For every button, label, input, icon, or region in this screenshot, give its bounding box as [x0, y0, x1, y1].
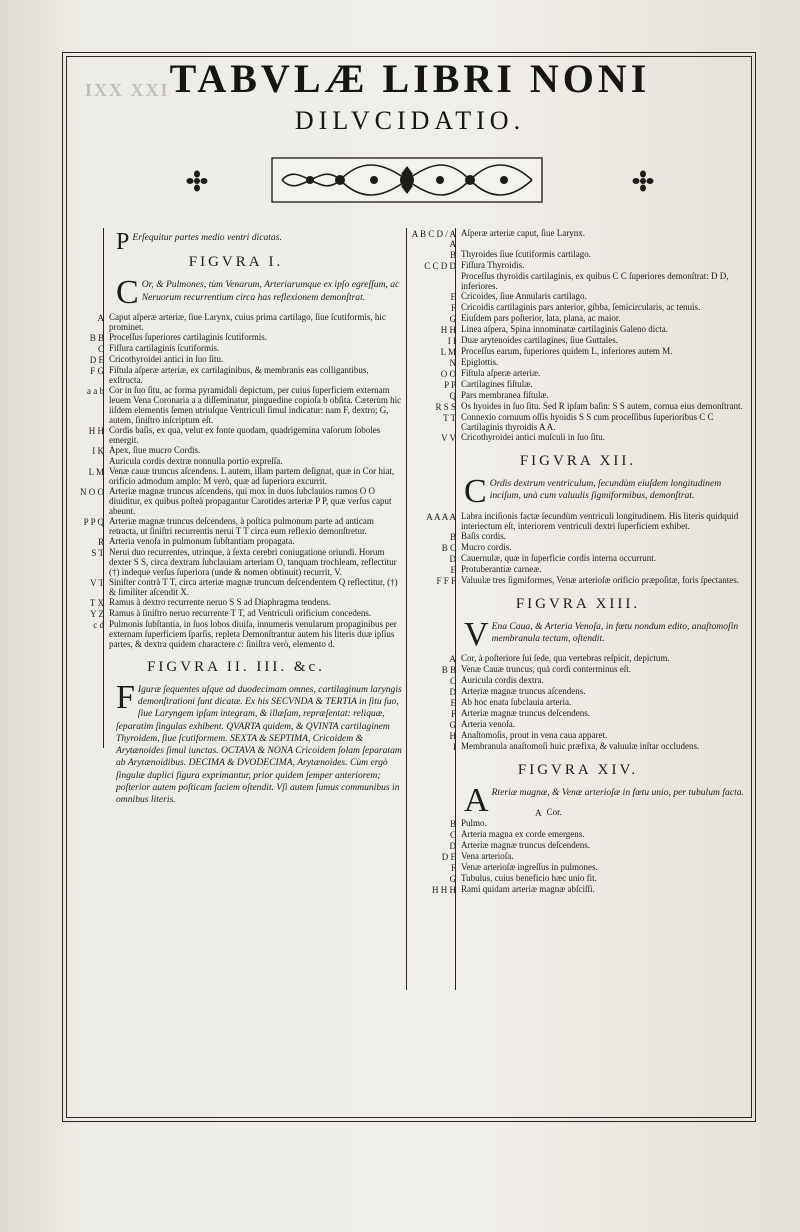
legend-label: F G — [90, 365, 104, 376]
legend-entry — [406, 818, 750, 829]
legend-entry — [406, 432, 750, 443]
legend-label: E — [450, 564, 456, 575]
legend-entry — [68, 577, 404, 597]
fleuron-left-icon — [186, 170, 208, 192]
fig12-legend-list — [406, 511, 750, 586]
legend-label: T T — [443, 413, 456, 423]
heading-figura-14: FIGVRA XIV. — [517, 762, 639, 779]
legend-label: E — [450, 698, 456, 709]
legend-label: I — [453, 742, 456, 753]
legend-entry — [68, 619, 404, 649]
legend-text: Aſperæ arteriæ caput, ſiue Larynx. — [461, 228, 585, 238]
legend-label: B B — [441, 665, 456, 676]
dropcap-c: C — [116, 274, 139, 312]
legend-label: B — [449, 250, 456, 260]
legend-label: E — [450, 292, 456, 302]
legend-label: Y Z — [90, 608, 104, 619]
legend-label: S T — [91, 547, 104, 558]
legend-text: Fiſſura cartilaginis ſcutiformis. — [109, 342, 220, 353]
legend-text: Rami quidam arteriæ magnæ abſciſſi. — [461, 884, 595, 895]
legend-text: Arteriæ magnæ truncus deſcendens, à poſtica pulmonum parte ad anticam retracta, ut ſiniſtri recurrentis nerui T T circa eum reflexio demonſtretur. — [109, 515, 374, 536]
legend-entry — [406, 575, 750, 586]
fig1-legend-list — [68, 312, 404, 649]
legend-label: A — [535, 808, 542, 819]
legend-entry — [68, 445, 404, 456]
dropcap-p: P — [116, 229, 130, 255]
fig1-intro — [116, 274, 404, 312]
legend-label: F — [450, 709, 456, 720]
page-title: TABVLÆ LIBRI NONI — [169, 56, 651, 101]
legend-text: Duæ arytenoides cartilagines, ſiue Guttales. — [461, 335, 618, 345]
legend-label: H H — [88, 425, 104, 436]
legend-entry — [406, 851, 750, 862]
legend-entry — [406, 260, 750, 271]
legend-text: Cartilagines fiſtulæ. — [461, 379, 533, 389]
legend-label: D — [449, 841, 456, 852]
fig13-intro — [464, 615, 750, 653]
dropcap-v: V — [464, 615, 489, 653]
legend-entry — [68, 536, 404, 547]
legend-entry — [68, 385, 404, 425]
legend-text: Cricothyroidei antici in ſuo ſitu. — [109, 353, 224, 364]
legend-label: Q — [449, 391, 456, 401]
legend-entry — [68, 332, 404, 343]
legend-entry — [68, 456, 404, 466]
legend-label: H H — [440, 325, 456, 335]
right-column — [406, 228, 750, 895]
legend-entry — [406, 686, 750, 697]
legend-entry — [406, 873, 750, 884]
legend-entry — [406, 542, 750, 553]
legend-entry — [406, 249, 750, 260]
fig1-intro-text: Or, & Pulmones, tùm Venarum, Arteriarumque ex ipſo egreſſum, ac Neruorum recurrentium circa has reflexionem demonſtrat. — [141, 279, 400, 303]
legend-text: Thyroides ſiue ſcutiformis cartilago. — [461, 249, 591, 259]
legend-text: Cor, à poſteriore ſui ſede, qua vertebras reſpicit, depictum. — [461, 653, 670, 664]
legend-label: B B — [89, 332, 104, 343]
legend-label: P P Q — [83, 516, 104, 527]
legend-text: Connexio cornuum oſſis hyoidis S S cum proceſſibus ſuperioribus C C Cartilaginis thyroidis A A. — [461, 412, 714, 432]
legend-entry — [406, 862, 750, 873]
legend-text: Cor. — [546, 807, 562, 818]
legend-text: Auricula cordis dextræ nonnulla portio expreſſa. — [109, 455, 283, 466]
legend-entry — [406, 553, 750, 564]
legend-text: Baſis cordis. — [461, 530, 506, 541]
legend-text: Arteriæ magnæ truncus deſcendens. — [461, 840, 590, 851]
legend-text: Epiglottis. — [461, 357, 499, 367]
legend-text: Apex, ſiue mucro Cordis. — [109, 444, 201, 455]
legend-label: a a b — [87, 385, 104, 396]
legend-entry — [68, 466, 404, 486]
legend-label: I K — [92, 445, 104, 456]
legend-label: C C D D — [424, 261, 456, 271]
legend-entry — [406, 653, 750, 664]
legend-entry — [406, 708, 750, 719]
legend-text: Arteria venoſa in pulmonum ſubſtantiam propagata. — [109, 535, 295, 546]
legend-entry — [406, 390, 750, 401]
legend-label — [68, 456, 109, 457]
legend-text: Cricoides, ſiue Annularis cartilago. — [461, 291, 587, 301]
legend-label: I I — [447, 336, 456, 346]
legend-label: D E — [89, 354, 104, 365]
legend-entry — [406, 664, 750, 675]
legend-text: Arteriæ magnæ truncus deſcendens. — [461, 708, 590, 719]
legend-label: B — [449, 819, 456, 830]
fig12-intro-text: Ordis dextrum ventriculum, ſecundùm eiuſdem longitudinem inciſum, unà cum valuulis ſigmiformibus, demonſtrat. — [489, 478, 722, 502]
legend-entry — [492, 807, 750, 818]
heading-figura-13: FIGVRA XIII. — [515, 595, 641, 612]
legend-label: C — [449, 676, 456, 687]
legend-text: Siniſter contrà T T, circa arteriæ magnæ truncum deſcendentem Q reflectitur, (†) & ſimiliter aſcendit X. — [109, 576, 398, 597]
legend-label: T X — [89, 597, 104, 608]
legend-label: R S S — [435, 402, 456, 412]
legend-text: Caput aſperæ arteriæ, ſiue Larynx, cuius prima cartilago, ſiue ſcutiformis, hic prominet. — [109, 311, 386, 332]
legend-text: Tubulus, cuius beneficio hæc unio fit. — [461, 873, 597, 884]
legend-text: Protuberantiæ carneæ. — [461, 563, 542, 574]
legend-label: L M — [440, 347, 456, 357]
legend-entry — [406, 511, 750, 531]
left-intro — [116, 229, 404, 255]
legend-label: R — [97, 536, 104, 547]
legend-entry — [68, 547, 404, 577]
dropcap-c2: C — [464, 473, 487, 510]
ornamental-band — [270, 150, 544, 210]
legend-entry — [68, 312, 404, 332]
legend-text: Os hyoides in ſuo ſitu. Sed R ipſam baſin: S S autem, cornua eius demonſtrant. — [461, 401, 743, 411]
legend-text: Fiſtula aſperæ arteriæ, ex cartilaginibus, & membranis eas colligantibus, exſtructa. — [109, 364, 369, 385]
legend-entry — [68, 608, 404, 619]
fig13-intro-text: Ena Caua, & Arteria Venoſa, in fœtu nondum edito, anaſtomoſin membranula tectam, oſtendit. — [491, 620, 739, 644]
heading-figura-2-3: FIGVRA II. III. &c. — [147, 658, 325, 675]
legend-text: Auricula cordis dextra. — [461, 675, 544, 686]
legend-entry — [68, 516, 404, 536]
legend-text: Proceſſus thyroidis cartilaginis, ex quibus C C ſuperiores demonſtrat: D D, inferiores. — [461, 271, 729, 291]
legend-entry — [68, 354, 404, 365]
legend-label: N — [449, 358, 456, 368]
legend-text: Arteriæ magnæ truncus aſcendens, qui mox in duos ſubclauios ramos O O diuiditur, ex quibus poſteà propagantur Carotides arteriæ P P, quæ verſus caput abeunt. — [109, 485, 392, 516]
legend-entry — [406, 840, 750, 851]
legend-label: A A A A — [426, 511, 456, 522]
heading-figura-1: FIGVRA I. — [188, 254, 284, 271]
legend-label: A — [449, 654, 456, 665]
legend-label: G — [449, 720, 456, 731]
legend-label: G — [449, 874, 456, 885]
legend-text: Venæ cauæ truncus aſcendens. L autem, illam partem deſignat, quæ in Cor hiat, orificio admodum amplo: M verò, quæ ad ſuperiora excurrit. — [109, 465, 395, 486]
legend-entry — [406, 829, 750, 840]
legend-entry — [406, 291, 750, 302]
fig13-legend-list — [406, 653, 750, 752]
legend-label: O O — [440, 369, 456, 379]
legend-label: G — [449, 314, 456, 324]
legend-label: C — [449, 830, 456, 841]
legend-entry — [406, 741, 750, 752]
legend-text: Cordis baſis, ex qua, velut ex fonte quodam, quadrigemina vaſorum ſoboles emergit. — [109, 424, 381, 445]
legend-label: B C — [441, 542, 456, 553]
legend-text: Arteria magna ex corde emergens. — [461, 829, 585, 840]
left-intro-text: Erſequitur partes medio ventri dicatas. — [132, 232, 282, 243]
fig2-intro — [116, 678, 404, 807]
legend-entry — [406, 357, 750, 368]
heading-figura-12: FIGVRA XII. — [519, 453, 637, 469]
legend-entry — [68, 425, 404, 445]
fig14-legend-list — [406, 807, 750, 895]
legend-entry — [406, 564, 750, 575]
legend-text: Cricoidis cartilaginis pars anterior, gibba, ſemicircularis, ac tenuis. — [461, 302, 701, 312]
legend-label: D E — [441, 852, 456, 863]
legend-label: F — [450, 303, 456, 313]
legend-text: Anaſtomoſis, prout in vena caua apparet. — [461, 730, 608, 741]
legend-label: A B C D / A A — [411, 229, 456, 249]
legend-entry — [406, 730, 750, 741]
legend-text: Ramus à dextro recurrente neruo S S ad Diaphragma tendens. — [109, 596, 331, 607]
legend-entry — [68, 343, 404, 354]
legend-text: Linea aſpera, Spina innominatæ cartilaginis Galeno dicta. — [461, 324, 668, 334]
legend-label: V V — [441, 433, 456, 443]
legend-text: Proceſſus earum, ſuperiores quidem L, inferiores autem M. — [461, 346, 673, 356]
legend-entry — [406, 697, 750, 708]
legend-label: A — [97, 312, 104, 323]
fleuron-right-icon — [632, 170, 654, 192]
dropcap-f: F — [116, 678, 135, 716]
legend-label: N O O — [80, 486, 104, 497]
legend-text: Cauernulæ, quæ in ſuperficie cordis interna occurrunt. — [461, 552, 656, 563]
legend-entry — [406, 401, 750, 412]
dropcap-a: A — [464, 782, 489, 820]
left-column — [68, 228, 404, 814]
legend-entry — [406, 346, 750, 357]
fig12-intro — [464, 473, 750, 510]
legend-text: Valuulæ tres ſigmiformes, Venæ arterioſæ orificio præpoſitæ, foris ſpectantes. — [461, 574, 740, 585]
legend-text: Arteria venoſa. — [461, 719, 515, 730]
larynx-legend-list — [406, 228, 750, 443]
legend-text: Cor in ſuo ſitu, ac forma pyramidali depictum, per cuius ſuperficiem externam leuem Vena Coronaria a a diſſeminatur, pinguedine copioſa b obſita. Cæterùm hic iiſdem elementis ſemen utriuſque Ventriculi ſimul indicatur: nam F, dextro; G, autem, ſiniſtro inſcriptum eſt. — [109, 384, 402, 425]
legend-text: Pulmo. — [461, 818, 487, 829]
legend-text: Pars membranea fiſtulæ. — [461, 390, 549, 400]
legend-label: H — [449, 731, 456, 742]
legend-entry — [406, 719, 750, 730]
legend-entry — [406, 368, 750, 379]
legend-entry — [406, 675, 750, 686]
legend-text: Vena arterioſa. — [461, 851, 514, 862]
legend-label: L M — [88, 466, 104, 477]
legend-entry — [406, 531, 750, 542]
legend-text: Fiſtula aſperæ arteriæ. — [461, 368, 541, 378]
legend-label: F F F — [436, 575, 456, 586]
legend-entry — [68, 486, 404, 516]
legend-label: B — [449, 531, 456, 542]
legend-entry — [406, 271, 750, 291]
legend-entry — [406, 313, 750, 324]
fig14-intro-text: Rteriæ magnæ, & Venæ arterioſæ in fœtu unio, per tubulum facta. — [491, 787, 744, 799]
legend-label: c d — [93, 619, 104, 630]
legend-entry — [406, 335, 750, 346]
legend-text: Ab hoc enata ſubclauia arteria. — [461, 697, 572, 708]
legend-entry — [406, 228, 750, 249]
legend-entry — [68, 597, 404, 608]
legend-label — [406, 271, 461, 272]
legend-entry — [406, 324, 750, 335]
legend-text: Nerui duo recurrentes, utrinque, à ſexta cerebri coniugatione oriundi. Horum dexter S S, circa dextram ſubclauiam arteriam O, tanquam trochleam, reflectitur (†) indeque verſus ſuperiora (unde & nomen obtinuit) recurrit, V. — [109, 546, 397, 577]
legend-text: Proceſſus ſuperiores cartilaginis ſcutiformis. — [109, 331, 267, 342]
legend-label: H H H — [432, 885, 456, 896]
legend-text: Mucro cordis. — [461, 541, 512, 552]
legend-text: Labra inciſionis factæ ſecundùm ventriculi longitudinem. His literis quidquid interiectum eſt, interiorem ventriculi dextri ſuperficiem exhibet. — [461, 510, 739, 531]
fig2-intro-text: Iguræ ſequentes uſque ad duodecimam omnes, cartilaginum laryngis demonſtrationi ſunt dicatæ. Ex his SECVNDA & TERTIA in ſitu ſuo, ſiue Laryngem ipſam integram, & illæſam, repræſentat: reliquæ, ſeparatim ſingulas exhibent. QVARTA quidem, & QVINTA cartilaginem Thyroidem, ſiue ſcutiformem. SEXTA & SEPTIMA, Cricoidem & Arytænoides ſimul iunctas. OCTAVA & NONA Cricoidem ſolam ſeparatam ab Arytænoidibus. DECIMA & DVODECIMA, Arytænoides. Cùm ergò ſingulæ duplici figura exprimantur, prior quidem ſemper anteriorem; poſterior autem poſticam faciem oſtendit. Vſi autem ſumus communibus in omnibus literis. — [116, 683, 402, 806]
legend-label: F — [450, 863, 456, 874]
legend-text: Arteriæ magnæ truncus aſcendens. — [461, 686, 586, 697]
legend-text: Pulmonis ſubſtantia, in ſuos lobos diuiſa, innumeris venularum propaginibus per externam ſuperficiem ſparſis, repleta Demonſtrantur autem his literis duæ ipſius partes, & dextra quidem charactere c: ſiniſtra verò, elemento d. — [109, 618, 397, 649]
legend-entry — [406, 884, 750, 895]
bleed-through-text: IXX XXI — [85, 80, 170, 100]
legend-label: D — [449, 553, 456, 564]
legend-entry — [406, 379, 750, 390]
legend-text: Venæ Cauæ truncus, quà cordi conterminus eſt. — [461, 664, 631, 675]
legend-text: Venæ arterioſæ ingreſſus in pulmones. — [461, 862, 598, 873]
legend-entry — [68, 365, 404, 385]
legend-label: C — [97, 343, 104, 354]
legend-text: Membranula anaſtomoſi huic præfixa, & valuulæ inſtar occludens. — [461, 741, 700, 752]
legend-label: V T — [90, 577, 104, 588]
legend-label: P P — [444, 380, 456, 390]
page-subtitle: DILVCIDATIO. — [294, 106, 526, 135]
legend-text: Fiſſura Thyroidis. — [461, 260, 525, 270]
legend-entry — [406, 302, 750, 313]
legend-entry — [406, 412, 750, 432]
legend-text: Ramus à ſiniſtro neruo recurrente T T, ad Ventriculi orificium concedens. — [109, 607, 372, 618]
legend-text: Eiuſdem pars poſterior, lata, plana, ac maior. — [461, 313, 621, 323]
legend-text: Cricothyroidei antici muſculi in ſuo ſitu. — [461, 432, 605, 442]
legend-label: D — [449, 687, 456, 698]
